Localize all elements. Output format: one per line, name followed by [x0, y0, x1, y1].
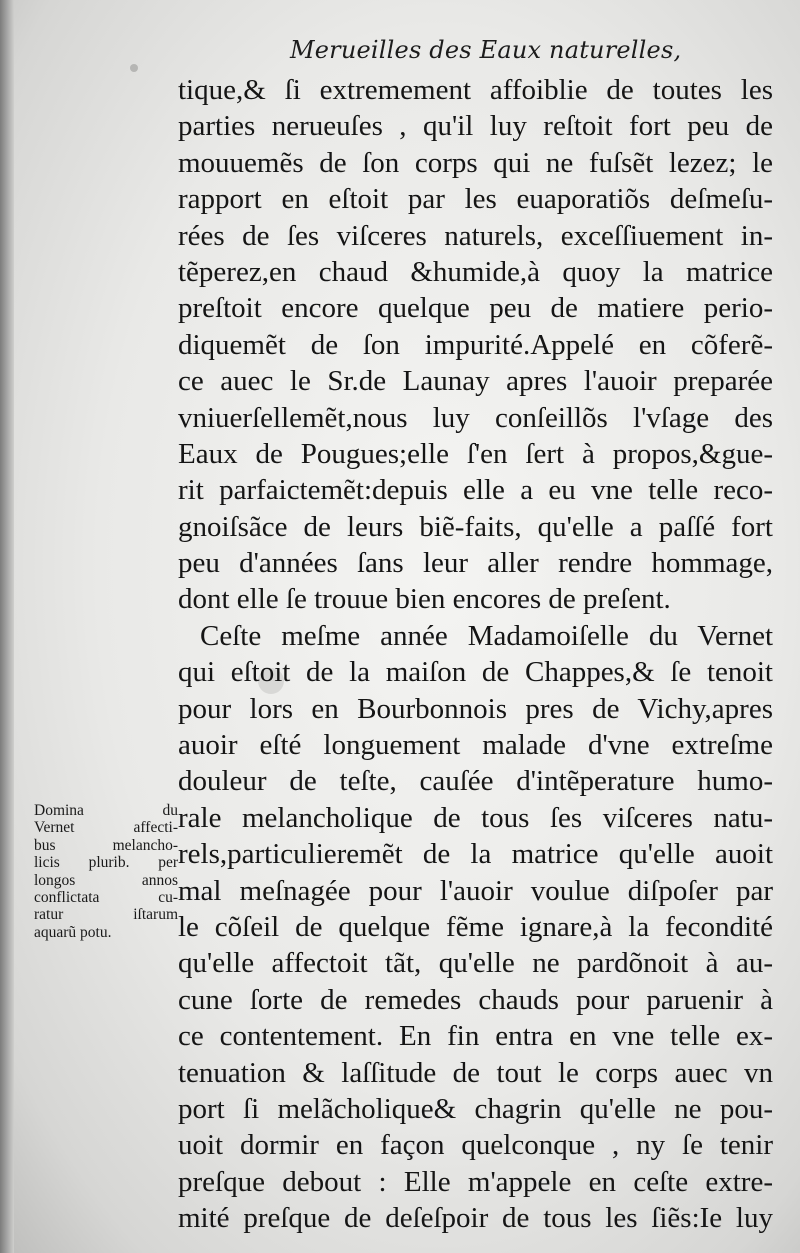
margin-note-line: Vernet affecti- — [34, 819, 178, 837]
text-line: rées de ſes viſceres naturels, exceſſiuement in- — [178, 219, 773, 252]
text-line: tique,& ſi extremement affoiblie de toutes les — [178, 74, 773, 106]
text-line: port ſi melãcholique& chagrin qu'elle ne pou- — [178, 1092, 773, 1125]
text-line: cune ſorte de remedes chauds pour paruenir à — [178, 983, 773, 1016]
text-line: rit parfaictemẽt:depuis elle a eu vne telle reco- — [178, 474, 773, 507]
ink-smudge — [130, 64, 138, 72]
text-line: auoir eſté longuement malade d'vne extreſme — [178, 729, 773, 762]
text-line: Eaux de Pougues;elle ſ'en ſert à propos,&gue- — [178, 437, 773, 470]
text-line: vniuerſellemẽt,nous luy conſeillõs l'vſage des — [178, 401, 773, 434]
text-line: mouuemẽs de ſon corps qui ne fuſsẽt lezez; le — [178, 146, 773, 179]
margin-note-line: Domina du — [34, 802, 178, 819]
text-line: qu'elle affectoit tãt, qu'elle ne pardõnoit à au- — [178, 947, 773, 980]
margin-note — [34, 802, 178, 941]
text-line: pour lors en Bourbonnois pres de Vichy,apres — [178, 692, 773, 725]
text-line: mité preſque de deſeſpoir de tous les ſiẽs:Ie luy — [178, 1202, 773, 1235]
text-line: qui eſtoit de la maiſon de Chappes,& ſe tenoit — [178, 656, 773, 689]
text-line: preſque debout : Elle m'appele en ceſte extre- — [178, 1165, 773, 1198]
text-line: gnoiſsãce de leurs biẽ-faits, qu'elle a paſſé fort — [178, 510, 773, 543]
text-line: douleur de teſte, cauſée d'intẽperature humo- — [178, 765, 773, 798]
text-line: tenuation & laſſitude de tout le corps auec vn — [178, 1056, 773, 1089]
body-text — [178, 72, 773, 1237]
text-line: dont elle ſe trouue bien encores de preſent. — [178, 583, 671, 616]
text-line: ce auec le Sr.de Launay apres l'auoir preparée — [178, 365, 773, 398]
margin-note-line: aquarũ potu. — [34, 923, 112, 941]
text-line: le cõſeil de quelque fẽme ignare,à la fecondité — [178, 910, 773, 943]
margin-note-line: longos annos — [34, 871, 178, 889]
text-line: preſtoit encore quelque peu de matiere perio- — [178, 292, 773, 325]
text-line: tẽperez,en chaud &humide,à quoy la matrice — [178, 255, 773, 288]
text-line: rels,particulieremẽt de la matrice qu'elle auoit — [178, 838, 773, 871]
text-line: rapport en eſtoit par les euaporatiõs deſmeſu- — [178, 183, 773, 216]
text-line: diquemẽt de ſon impurité.Appelé en cõferẽ- — [178, 328, 773, 361]
text-line: ce contentement. En fin entra en vne telle ex- — [178, 1020, 773, 1053]
text-line: Ceſte meſme année Madamoiſelle du Vernet — [200, 619, 773, 652]
text-line: peu d'années ſans leur aller rendre hommage, — [178, 547, 773, 580]
text-line: parties nerueuſes , qu'il luy reſtoit fort peu de — [178, 110, 773, 143]
text-line: rale melancholique de tous ſes viſceres natu- — [178, 801, 773, 834]
page-gutter-shadow — [0, 0, 14, 1253]
margin-note-line: bus melancho- — [34, 836, 178, 854]
margin-note-line: licis plurib. per — [34, 854, 178, 872]
margin-note-line: conflictata cu- — [34, 889, 178, 907]
text-line: mal meſnagée pour l'auoir voulue diſpoſer par — [178, 874, 773, 907]
margin-note-line: ratur iſtarum — [34, 906, 178, 924]
text-line: uoit dormir en façon quelconque , ny ſe tenir — [178, 1129, 773, 1162]
running-head: Merueilles des Eaux naturelles, — [290, 36, 682, 64]
